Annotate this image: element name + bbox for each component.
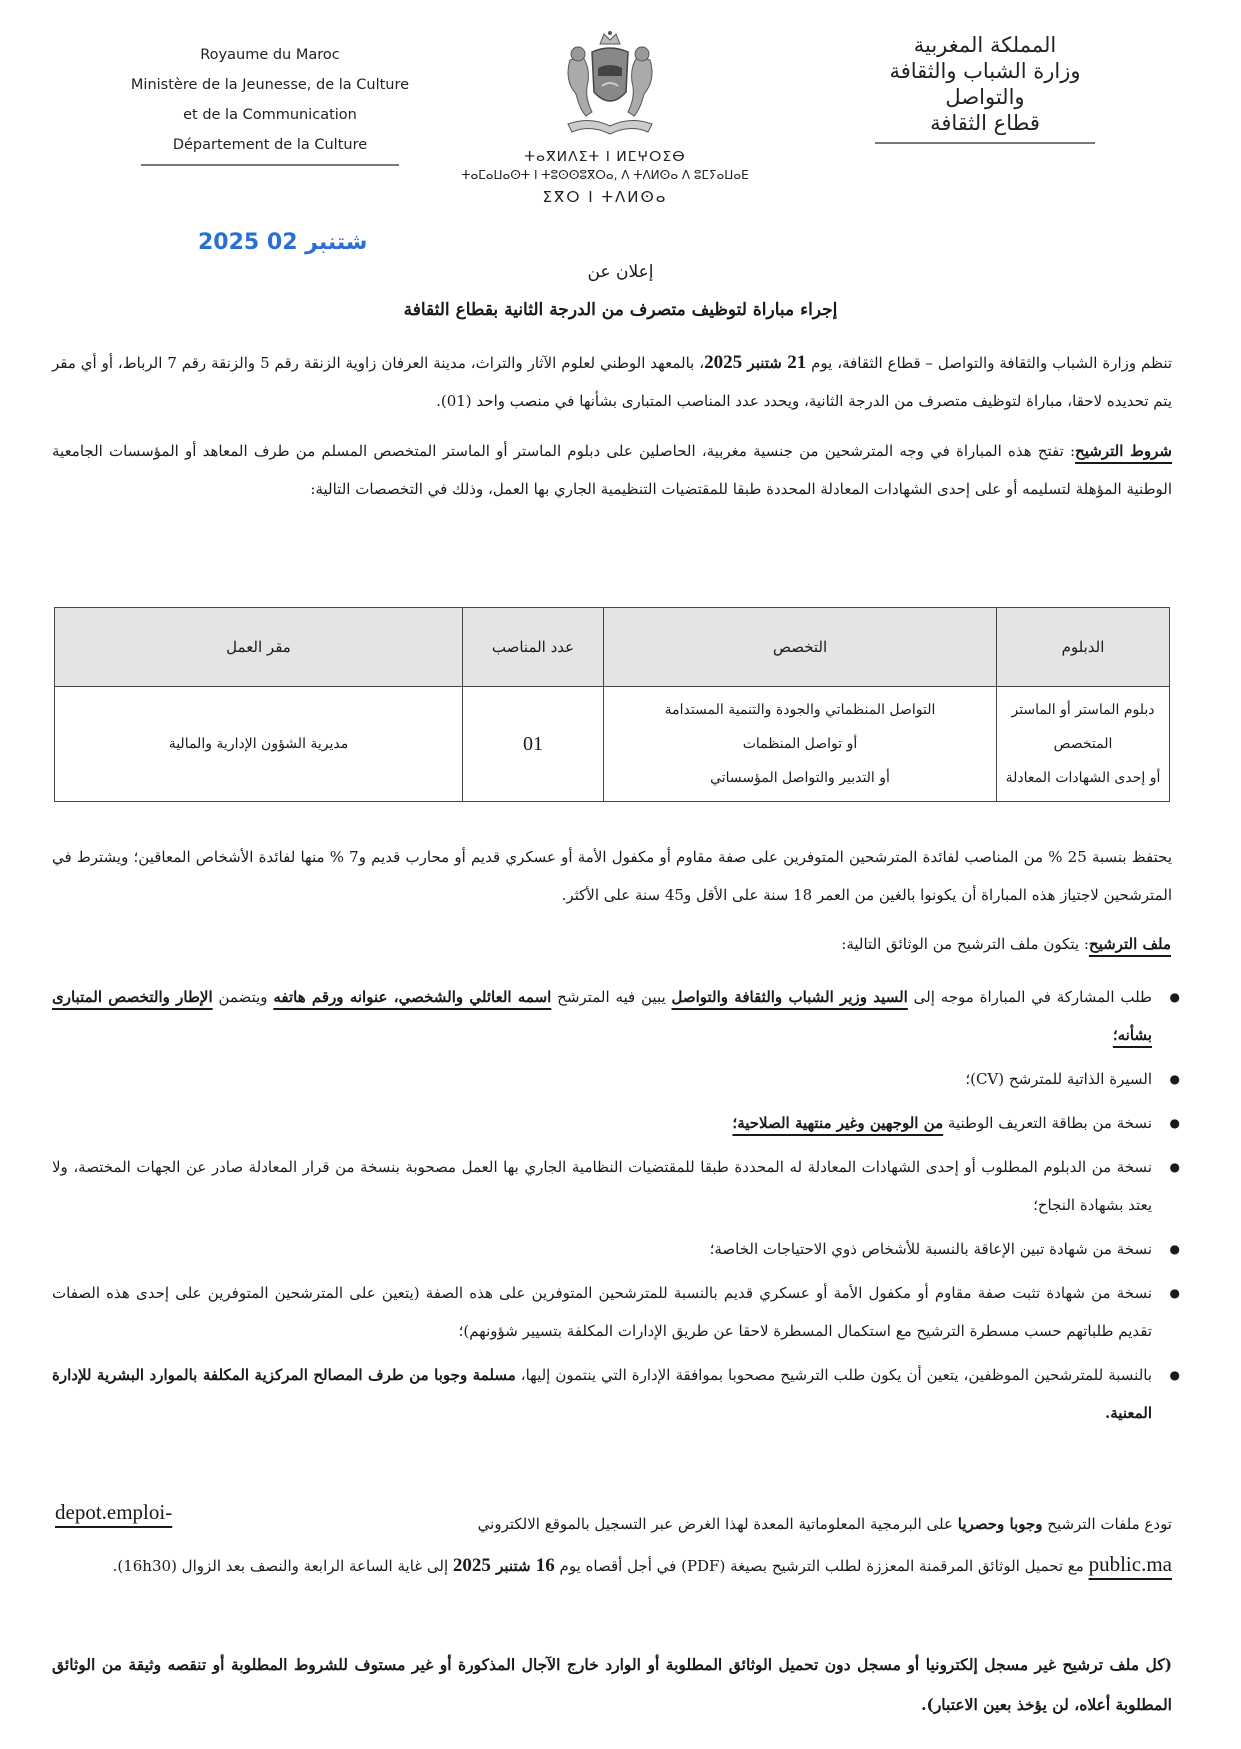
conditions-text: : تفتح هذه المباراة في وجه المترشحين من جنسية مغربية، الحاصلين على دبلوم الماستر أو الماستر المتخصص المسلم من طرف المعاهد أو المؤسسات الجامعية الوطنية المؤهلة لتسليمه أو على إحدى الشهادات المعادلة المحددة طبقا للمقتضيات التنظيمية الجاري بها العمل، وذلك في التخصصات التالية:: [52, 442, 1172, 498]
positions-table: [54, 607, 1170, 802]
cell-location: مديرية الشؤون الإدارية والمالية: [55, 687, 463, 802]
file-section: [841, 935, 1171, 953]
header-arabic: [820, 32, 1150, 144]
submission-text-d: مع تحميل الوثائق المرقمنة المعززة لطلب الترشيح بصيغة (PDF) في أجل أقصاه يوم: [554, 1557, 1089, 1575]
specialty-line: التواصل المنظماتي والجودة والتنمية المستدامة: [664, 702, 936, 718]
deadline-year: 2025: [452, 1555, 491, 1576]
header-french: [110, 40, 430, 166]
specialty-line: أو تواصل المنظمات: [742, 736, 858, 752]
header-specialty: التخصص: [604, 608, 997, 687]
intro-paragraph: [52, 344, 1172, 420]
header-ar-divider: [875, 142, 1095, 144]
list-item: [52, 978, 1152, 1054]
header-tifinagh-line3: ⵉⴳⵔ ⵏ ⵜⴷⵍⵙⴰ: [542, 188, 668, 206]
header-ar-line4: قطاع الثقافة: [930, 111, 1040, 135]
list-item: ● نسخة من شهادة تبين الإعاقة بالنسبة للأشخاص ذوي الاحتياجات الخاصة؛: [52, 1230, 1152, 1268]
exam-day: 21: [787, 352, 807, 373]
header-fr-line2: Ministère de la Jeunesse, de la Culture: [130, 77, 410, 93]
moroccan-coat-of-arms-icon: [560, 30, 660, 140]
list-item: ● نسخة من الدبلوم المطلوب أو إحدى الشهادات المعادلة له المحددة طبقا للمقتضيات النظامية الجاري بها العمل مصحوبة بنسخة من قرار المعادلة صادر عن الجهات المختصة، ولا يعتد بشهادة النجاح؛: [52, 1148, 1152, 1224]
table-row: [55, 687, 1170, 802]
header-tifinagh: [430, 148, 780, 210]
quota-paragraph: يحتفظ بنسبة 25 % من المناصب لفائدة المترشحين المتوفرين على صفة مقاوم أو مكفول الأمة أو عسكري قديم أو محارب قديم و7 % منها لفائدة الأشخاص المعاقين؛ ويشترط في المترشحين لاجتياز هذه المباراة أن يكونوا بالغين من العمر 18 سنة على الأقل و45 سنة على الأكثر.: [52, 848, 1172, 904]
list-item: ● نسخة من شهادة تثبت صفة مقاوم أو مكفول الأمة أو عسكري قديم بالنسبة للمترشحين المتوفرين على هذه الصفة (يتعين على المترشحين المتوفرين على إحدى هذه الصفات تقديم طلباتهم حسب مسطرة الترشيح مع استكمال المسطرة لاحقا عن طريق الإدارات المكلفة بتسيير شؤونهم)؛: [52, 1274, 1152, 1350]
header-tifinagh-line1: ⵜⴰⴳⵍⴷⵉⵜ ⵏ ⵍⵎⵖⵔⵉⴱ: [524, 149, 686, 165]
header-ar-line1: المملكة المغربية: [913, 33, 1057, 57]
diploma-line: أو إحدى الشهادات المعادلة: [1005, 770, 1161, 786]
doc1-text-e: ويتضمن: [212, 988, 274, 1006]
date-stamp: 2025 شتنبر 02: [198, 230, 368, 255]
documents-list: [52, 978, 1182, 1438]
doc3-text-b: من الوجهين وغير منتهية الصلاحية؛: [732, 1114, 944, 1132]
doc3-text-a: نسخة من بطاقة التعريف الوطنية: [943, 1114, 1152, 1132]
announcement-subject: إجراء مباراة لتوظيف متصرف من الدرجة الثانية بقطاع الثقافة: [403, 300, 838, 320]
header-ar-line2: وزارة الشباب والثقافة: [889, 59, 1081, 83]
conditions-paragraph: [52, 432, 1172, 508]
website-link-part1[interactable]: depot.emploi-: [55, 1500, 173, 1524]
submission-paragraph: [52, 1504, 1172, 1586]
specialty-line: أو التدبير والتواصل المؤسساتي: [710, 770, 890, 786]
header-fr-line3: et de la Communication: [183, 107, 357, 123]
final-note: (كل ملف ترشيح غير مسجل إلكترونيا أو مسجل دون تحميل الوثائق المطلوبة أو الوارد خارج الآجال المذكورة أو غير مستوف للشروط المطلوبة أو تنقصه وثيقة من الوثائق المطلوبة أعلاه، لن يؤخذ بعين الاعتبار).: [52, 1655, 1172, 1714]
intro-text-a: تنظم وزارة الشباب والثقافة والتواصل – قطاع الثقافة، يوم: [806, 354, 1173, 372]
cell-specialty: [604, 687, 997, 802]
diploma-line: دبلوم الماستر أو الماستر: [1011, 702, 1155, 718]
announcement-title: إعلان عن: [587, 262, 654, 282]
doc1-text-c: يبين فيه المترشح: [551, 988, 672, 1006]
intro-text-b: ، بالمعهد الوطني لعلوم الآثار والتراث، مدينة العرفان زاوية الزنقة رقم 5 والزنقة رقم 7 الرباط، أو أي مقر يتم تحديده لاحقا، مباراة لتوظيف متصرف من الدرجة الثانية، ويحدد عدد المناصب المتبارى بشأنها في منصب واحد (01).: [52, 354, 1172, 410]
doc7-text-b: مسلمة وجوبا من طرف المصالح المركزية المكلفة بالموارد البشرية للإدارة المعنية.: [52, 1366, 1152, 1422]
header-diploma: الدبلوم: [997, 608, 1170, 687]
website-link-part2[interactable]: public.ma: [1088, 1552, 1172, 1576]
header-location: مقر العمل: [55, 608, 463, 687]
cell-count: 01: [463, 687, 604, 802]
header-count: عدد المناصب: [463, 608, 604, 687]
doc1-addressee: السيد وزير الشباب والثقافة والتواصل: [671, 988, 908, 1006]
header-ar-line3: والتواصل: [945, 85, 1025, 109]
diploma-line: المتخصص: [1053, 736, 1113, 752]
doc7-text-a: بالنسبة للمترشحين الموظفين، يتعين أن يكون طلب الترشيح مصحوبا بموافقة الإدارة التي ينتمون إليها،: [515, 1366, 1153, 1384]
submission-text-e: إلى غاية الساعة الرابعة والنصف بعد الزوال (16h30).: [112, 1557, 453, 1575]
submission-text-a: تودع ملفات الترشيح: [1042, 1515, 1172, 1533]
file-label: ملف الترشيح: [1088, 935, 1171, 953]
list-item: ● السيرة الذاتية للمترشح (CV)؛: [52, 1060, 1152, 1098]
header-fr-divider: [141, 164, 399, 166]
doc1-position: الإطار والتخصص المتبارى بشأنه؛: [52, 988, 1152, 1044]
doc1-text-a: طلب المشاركة في المباراة موجه إلى: [907, 988, 1153, 1006]
table-header-row: [55, 608, 1170, 687]
conditions-label: شروط الترشيح: [1075, 442, 1172, 460]
header-fr-line1: Royaume du Maroc: [200, 47, 340, 63]
file-text: : يتكون ملف الترشيح من الوثائق التالية:: [841, 935, 1089, 953]
submission-text-c: على البرمجية المعلوماتية المعدة لهذا الغرض عبر التسجيل بالموقع الالكتروني: [477, 1515, 958, 1533]
list-item: [52, 1104, 1152, 1142]
submission-line2: [52, 1544, 1172, 1586]
cell-diploma: [997, 687, 1170, 802]
exam-year: 2025: [704, 352, 743, 373]
doc1-identity: اسمه العائلي والشخصي، عنوانه ورقم هاتفه: [273, 988, 552, 1006]
list-item: [52, 1356, 1152, 1432]
exam-month: شتنبر: [742, 354, 788, 372]
submission-line1: [52, 1504, 1172, 1544]
deadline-month: شتنبر: [490, 1557, 536, 1575]
submission-mandatory: وجوبا وحصريا: [957, 1515, 1043, 1533]
header-fr-line4: Département de la Culture: [172, 137, 368, 153]
header-tifinagh-line2: ⵜⴰⵎⴰⵡⴰⵙⵜ ⵏ ⵜⵓⵙⵙⵓⴳⵔⴰ, ⴷ ⵜⴷⵍⵙⴰ ⴷ ⵓⵎⵢⴰⵡⴰⴹ: [461, 168, 749, 182]
deadline-day: 16: [535, 1555, 555, 1576]
